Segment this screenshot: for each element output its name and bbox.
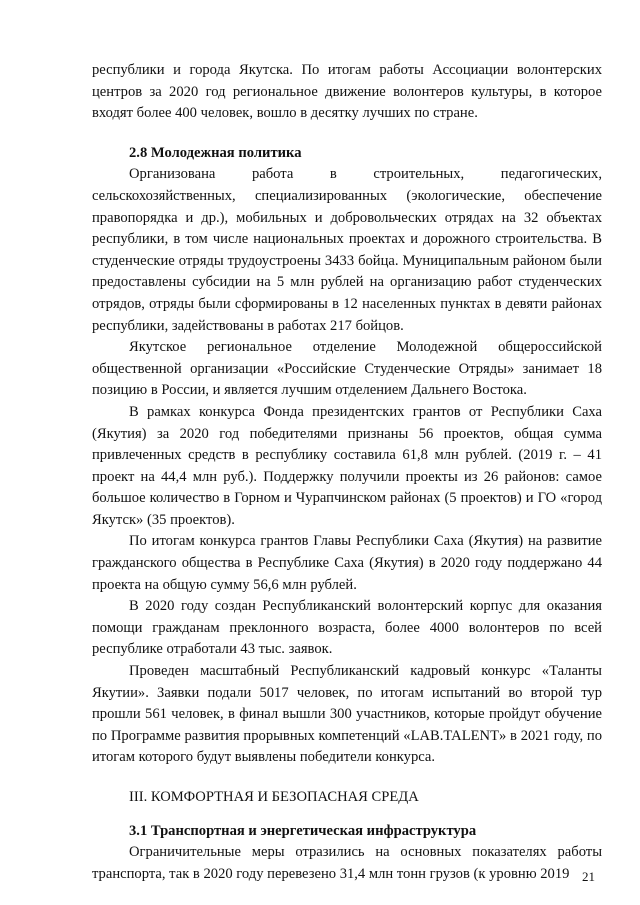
section-3-heading: III. КОМФОРТНАЯ И БЕЗОПАСНАЯ СРЕДА (129, 789, 419, 805)
paragraph: В 2020 году создан Республиканский волонтерский корпус для оказания помощи гражданам преклонного возраста, более 4000 волонтеров по всей республике отработали 43 тыс. заявок. (92, 598, 602, 658)
section-2-8-heading: 2.8 Молодежная политика (129, 144, 302, 161)
page-body (92, 60, 602, 885)
section-3-1-heading: 3.1 Транспортная и энергетическая инфраструктура (129, 822, 477, 839)
paragraph: Якутское региональное отделение Молодежной общероссийской общественной организации «Российские Студенческие Отряды» занимает 18 позицию в России, и является лучшим отделением Дальнего Востока. (92, 339, 602, 399)
paragraph: Организована работа в строительных, педагогических, сельскохозяйственных, специализированных (экологические, обеспечение правопорядка и др.), мобильных и добровольческих отрядах на 32 объектах республики, в том числе национальных проектах и дорожного строительства. В студенческие отряды трудоустроены 3433 бойца. Муниципальным районом были предоставлены субсидии на 5 млн рублей на организацию работ студенческих отрядов, отряды были сформированы в 12 населенных пунктах в девяти районах республики, задействованы в работах 217 бойцов. (92, 166, 602, 334)
spacer (92, 125, 602, 143)
page-number: 21 (582, 869, 595, 884)
intro-paragraph: республики и города Якутска. По итогам работы Ассоциации волонтерских центров за 2020 год региональное движение волонтеров культуры, в которое входят более 400 человек, вошло в десятку лучших по стране. (92, 62, 602, 122)
paragraph: В рамках конкурса Фонда президентских грантов от Республики Саха (Якутия) за 2020 год победителями признаны 56 проектов, общая сумма привлеченных средств в республику составила 61,8 млн рублей. (2019 г. – 41 проект на 44,4 млн руб.). Поддержку получили проекты из 26 районов: самое большое количество в Горном и Чурапчинском районах (5 проектов) и ГО «город Якутск» (35 проектов). (92, 403, 602, 528)
paragraph: Ограничительные меры отразились на основных показателях работы транспорта, так в 2020 году перевезено 31,4 млн тонн грузов (к уровню 2019 (92, 844, 602, 882)
paragraph: По итогам конкурса грантов Главы Республики Саха (Якутия) на развитие гражданского общества в Республике Саха (Якутия) в 2020 году поддержано 44 проекта на общую сумму 56,6 млн рублей. (92, 533, 602, 593)
spacer (92, 809, 602, 821)
spacer (92, 769, 602, 787)
paragraph: Проведен масштабный Республиканский кадровый конкурс «Таланты Якутии». Заявки подали 5017 человек, по итогам испытаний во второй тур прошли 561 человек, в финал вышли 300 участников, которые пройдут обучение по Программе развития прорывных компетенций «LAB.TALENT» в 2021 году, по итогам которого будут выявлены победители конкурса. (92, 663, 602, 766)
